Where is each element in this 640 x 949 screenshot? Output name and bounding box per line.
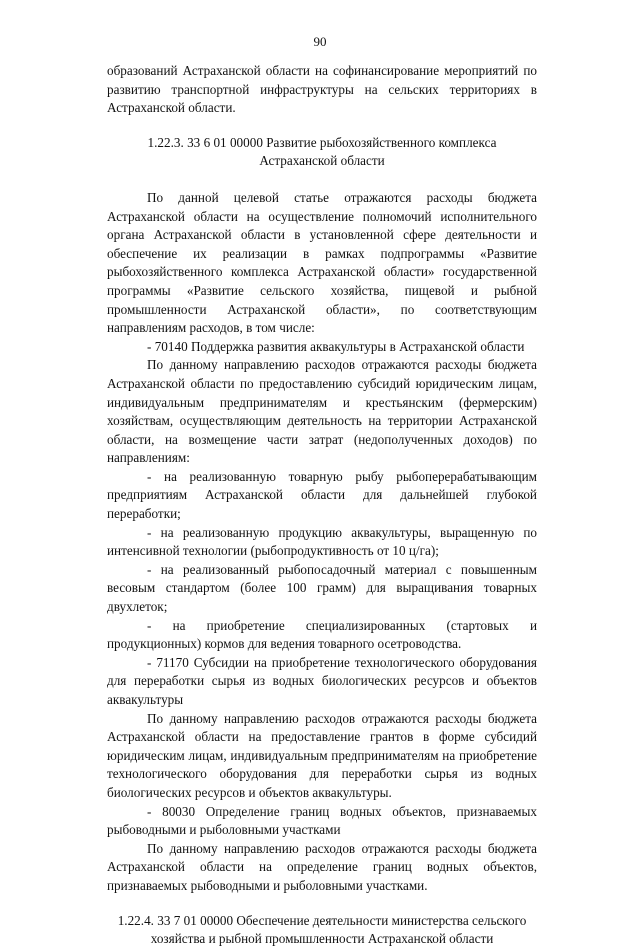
list-item-71170: - 71170 Субсидии на приобретение технологического оборудования для переработки сырья из водных биологических ресурсов и объектов аквакультуры xyxy=(107,654,537,707)
list-item-stocking-material: - на реализованный рыбопосадочный материал с повышенным весовым стандартом (более 100 грамм) для выращивания товарных двухлеток; xyxy=(107,561,537,615)
document-body xyxy=(107,62,537,949)
page-number: 90 xyxy=(313,34,327,49)
paragraph-70140-description: По данному направлению расходов отражаются расходы бюджета Астраханской области по предоставлению субсидий юридическим лицам, индивидуальным предпринимателям и крестьянским (фермерским) хозяйствам, осуществляющим деятельность на территории Астраханской области, на возмещение части затрат (недополученных доходов) по направлениям: xyxy=(107,357,537,466)
paragraph-80030-description: По данному направлению расходов отражаются расходы бюджета Астраханской области на определение границ водных объектов, признаваемых рыбоводными и рыболовными участками. xyxy=(107,840,537,893)
list-item-feed: - на приобретение специализированных (стартовых и продукционных) кормов для ведения товарного осетроводства. xyxy=(107,617,537,652)
paragraph-continuation: образований Астраханской области на софинансирование мероприятий по развитию транспортной инфраструктуры на сельских территориях в Астраханской области. xyxy=(107,63,537,116)
paragraph-intro: По данной целевой статье отражаются расходы бюджета Астраханской области на осуществление полномочий исполнительного органа Астраханской области в установленной сфере деятельности и обеспечение их реализации в рамках подпрограммы «Развитие рыбохозяйственного комплекса Астраханской области» государственной программы «Развитие сельского хозяйства, пищевой и рыбной промышленности Астраханской области», по соответствующим направлениям расходов, в том числе: xyxy=(107,189,537,336)
section-heading-1-22-4: 1.22.4. 33 7 01 00000 Обеспечение деятельности министерства сельского хозяйства и рыбной промышленности Астраханской области xyxy=(117,912,527,947)
list-item-aquaculture: - на реализованную продукцию аквакультуры, выращенную по интенсивной технологии (рыбопродуктивность от 10 ц/га); xyxy=(107,524,537,559)
list-item-80030: - 80030 Определение границ водных объектов, признаваемых рыбоводными и рыболовными участками xyxy=(107,803,537,838)
section-heading-1-22-3: 1.22.3. 33 6 01 00000 Развитие рыбохозяйственного комплекса Астраханской области xyxy=(147,134,497,169)
list-item-fish: - на реализованную товарную рыбу рыбоперерабатывающим предприятиям Астраханской области для дальнейшей глубокой переработки; xyxy=(107,468,537,522)
paragraph-71170-description: По данному направлению расходов отражаются расходы бюджета Астраханской области на предоставление грантов в форме субсидий юридическим лицам, индивидуальным предпринимателям на приобретение технологического оборудования для переработки сырья из водных биологических ресурсов и объектов аквакультуры. xyxy=(107,710,537,800)
list-item-70140: - 70140 Поддержка развития аквакультуры в Астраханской области xyxy=(147,338,525,354)
